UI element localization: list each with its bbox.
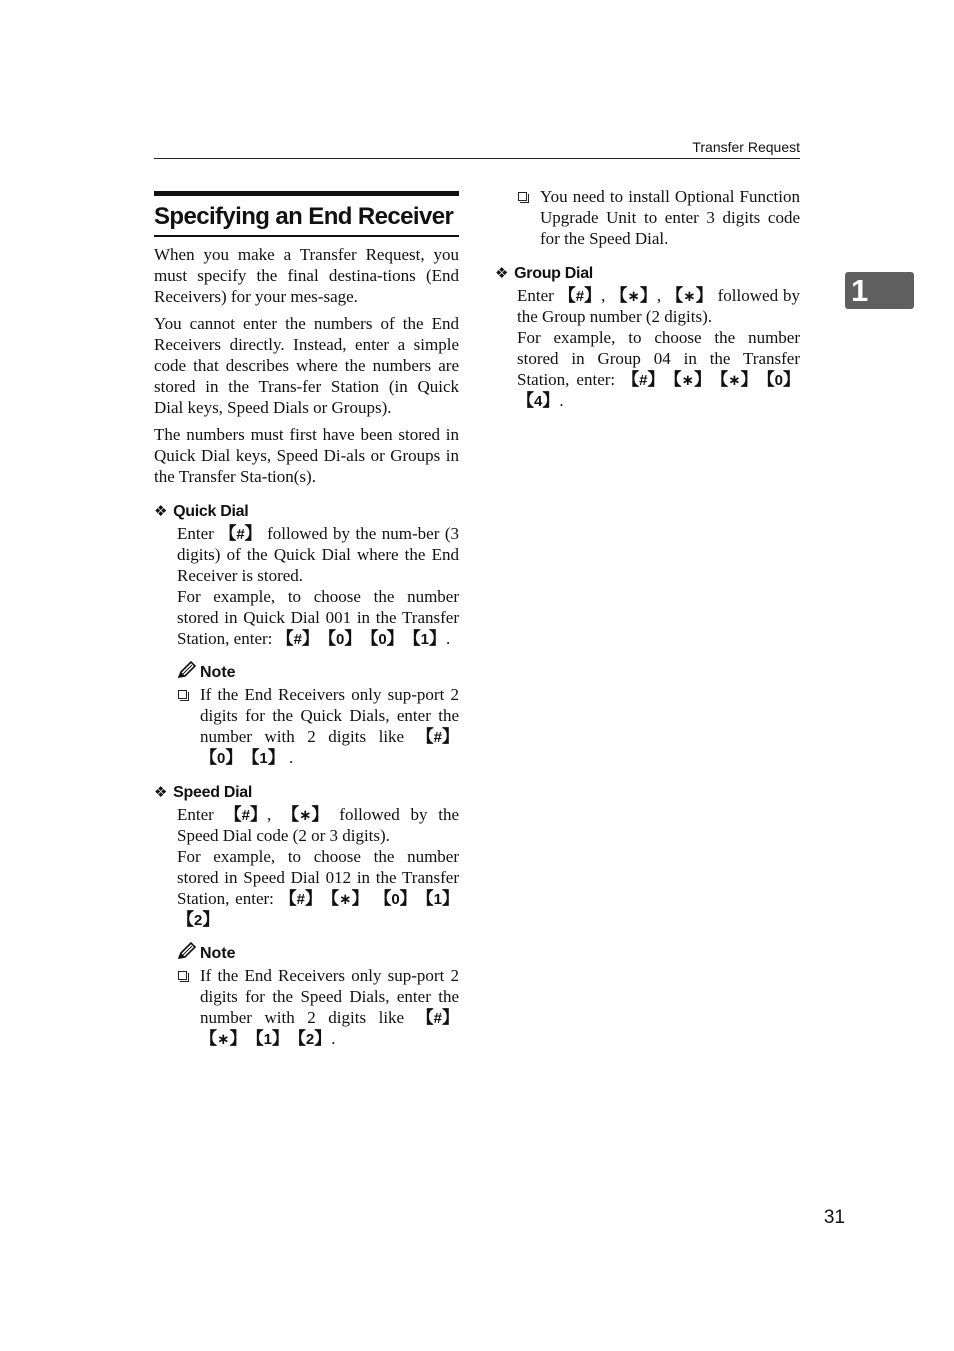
hash-key: 【#】 [224,805,267,824]
quick-dial-note-item: If the End Receivers only sup-port 2 digits for the Quick Dials, enter the number with 2 digits like 【#】【0】【1】 . [177,684,459,768]
speed-dial-heading: ❖ Speed Dial [154,784,252,801]
star-key: 【∗】 [281,805,329,824]
section-title: Specifying an End Receiver [154,191,459,237]
diamond-icon: ❖ [154,784,168,801]
intro-paragraph-1: When you make a Transfer Request, you must specify the final destina-tions (End Receivers) for your mes-sage. [154,245,459,306]
quick-dial-heading: ❖ Quick Dial [154,503,249,520]
group-dial-heading: ❖ Group Dial [495,265,593,282]
right-column [495,186,800,411]
diamond-icon: ❖ [154,503,168,520]
header-rule [154,158,800,159]
quick-dial-example: For example, to choose the number stored in Quick Dial 001 in the Transfer Station, enter: 【#】【0】【0】【1】. [177,587,459,648]
digit-key: 【4】 [517,391,560,410]
hash-key: 【#】 [279,889,322,908]
page-number: 31 [823,1207,845,1228]
speed-dial-note-heading: Note [177,942,459,965]
star-key: 【∗】 [711,370,758,389]
quick-dial-note-heading: Note [177,661,459,684]
speed-dial-instruction: Enter 【#】, 【∗】 followed by the Speed Dial code (2 or 3 digits). [177,805,460,845]
digit-key: 【1】 [246,1029,289,1048]
running-header: Transfer Request [692,139,800,155]
digit-key: 【0】 [374,889,417,908]
group-dial-instruction: Enter 【#】, 【∗】, 【∗】 followed by the Group number (2 digits). [517,286,801,326]
star-key: 【∗】 [610,286,657,305]
speed-dial-example: For example, to choose the number stored in Speed Dial 012 in the Transfer Station, enter: 【#】【∗】 【0】【1】【2】 [177,847,460,929]
hash-key: 【#】 [276,629,319,648]
diamond-icon: ❖ [495,265,509,282]
group-dial-example: For example, to choose the number stored in Group 04 in the Transfer Station, enter: 【#】【∗】【∗】【0】 【4】. [517,328,800,410]
pencil-note-icon [177,942,197,960]
optional-unit-note: You need to install Optional Function Upgrade Unit to enter 3 digits code for the Speed Dial. [517,186,800,249]
checkbox-bullet-icon [518,192,527,201]
intro-paragraph-3: The numbers must first have been stored in Quick Dial keys, Speed Di-als or Groups in the Transfer Sta-tion(s). [154,425,459,486]
speed-dial-note-item: If the End Receivers only sup-port 2 digits for the Speed Dials, enter the number with 2 digits like 【#】【∗】【1】【2】. [177,965,459,1049]
chapter-number: 1 [851,273,869,308]
chapter-tab [845,272,914,309]
left-column [154,191,459,1049]
intro-paragraph-2: You cannot enter the numbers of the End Receivers directly. Instead, enter a simple code that describes where the numbers are stored in the Trans-fer Station (in Quick Dial keys, Speed Dials or Groups). [154,314,459,417]
digit-key: 【0】 [318,629,362,648]
hash-key: 【#】 [416,727,459,746]
star-key: 【∗】 [200,1029,247,1048]
speed-dial-body [177,804,459,1049]
checkbox-bullet-icon [178,971,187,980]
star-key: 【∗】 [321,889,369,908]
digit-key: 【1】 [242,748,285,767]
quick-dial-instruction: Enter 【#】 followed by the num-ber (3 digits) of the Quick Dial where the End Receiver is stored. [177,524,460,585]
digit-key: 【0】 [757,370,800,389]
digit-key: 【2】 [177,910,220,929]
group-dial-body [517,285,800,411]
digit-key: 【0】 [200,748,243,767]
star-key: 【∗】 [664,370,712,389]
digit-key: 【1】 [416,889,460,908]
quick-dial-body [177,523,459,768]
digit-key: 【2】 [288,1029,332,1048]
digit-key: 【0】 [361,629,404,648]
star-key: 【∗】 [666,286,713,305]
digit-key: 【1】 [403,629,446,648]
pencil-note-icon [177,661,197,679]
hash-key: 【#】 [219,524,262,543]
hash-key: 【#】 [558,286,602,305]
hash-key: 【#】 [622,370,665,389]
hash-key: 【#】 [416,1008,459,1027]
checkbox-bullet-icon [178,690,187,699]
